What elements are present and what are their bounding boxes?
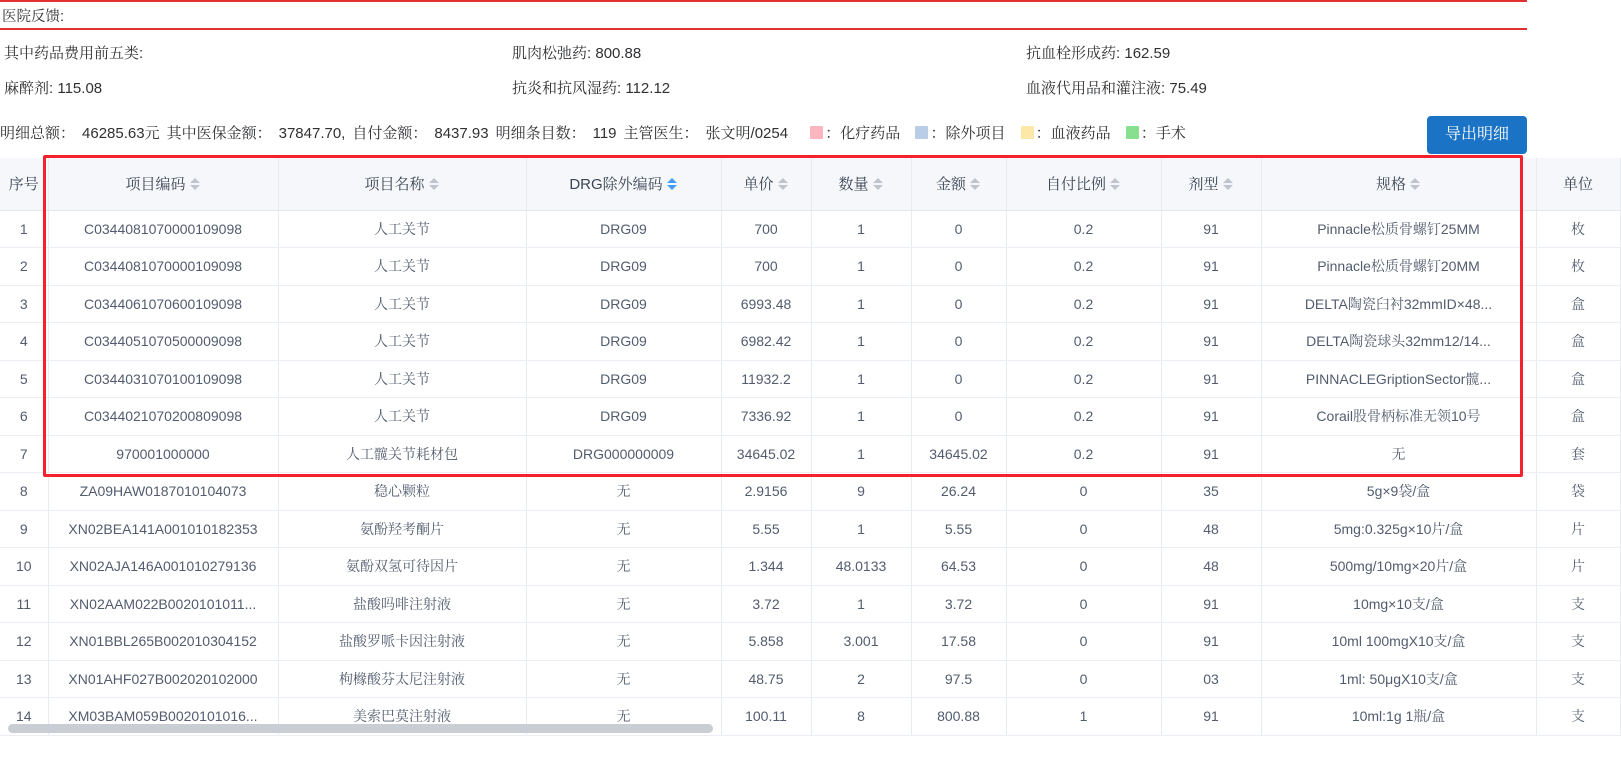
cell-qty: 1 xyxy=(811,360,911,398)
cell-idx: 3 xyxy=(0,285,48,323)
cell-dose: 03 xyxy=(1161,660,1261,698)
cell-ratio: 0 xyxy=(1006,548,1161,586)
summary-row-2 xyxy=(4,71,1523,106)
table-row[interactable] xyxy=(0,360,1620,398)
legend-exclude xyxy=(915,125,1005,142)
cell-ratio: 0.2 xyxy=(1006,398,1161,436)
summary-item-2-name: 抗血栓形成药 xyxy=(1026,45,1117,62)
surgery-color-swatch-icon xyxy=(1126,126,1139,139)
cell-dose: 91 xyxy=(1161,210,1261,248)
cell-drg: 无 xyxy=(526,623,721,661)
column-label-price: 单价 xyxy=(743,176,774,194)
cell-code: ZA09HAW0187010104073 xyxy=(48,473,278,511)
cell-idx: 10 xyxy=(0,548,48,586)
sort-icon-code[interactable] xyxy=(190,177,201,191)
column-label-name: 项目名称 xyxy=(364,176,425,194)
cell-spec: 10ml 100mgX10支/盒 xyxy=(1261,623,1536,661)
cell-drg: 无 xyxy=(526,585,721,623)
table-row[interactable] xyxy=(0,435,1620,473)
summary-item-5-value: 75.49 xyxy=(1169,80,1207,97)
cell-spec: 5mg:0.325g×10片/盒 xyxy=(1261,510,1536,548)
cell-amount: 800.88 xyxy=(911,698,1006,736)
cell-name: 美索巴莫注射液 xyxy=(278,698,526,736)
cell-drg: DRG09 xyxy=(526,210,721,248)
summary-item-1-value: 800.88 xyxy=(595,45,642,62)
summary-item-1-name: 肌肉松弛药 xyxy=(512,45,588,62)
cell-dose: 91 xyxy=(1161,623,1261,661)
insurance-label: 其中医保金额： xyxy=(166,125,272,142)
cell-spec: DELTA陶瓷球头32mm12/14... xyxy=(1261,323,1536,361)
cell-dose: 91 xyxy=(1161,323,1261,361)
cell-unit: 支 xyxy=(1536,698,1620,736)
cell-dose: 91 xyxy=(1161,698,1261,736)
legend-chemo-label: ：化疗药品 xyxy=(825,125,901,142)
summary-sep: : xyxy=(1116,45,1125,62)
sort-icon-name[interactable] xyxy=(429,177,440,191)
sort-icon-qty[interactable] xyxy=(873,177,884,191)
summary-item-3-value: 115.08 xyxy=(57,80,103,97)
cell-drg: DRG09 xyxy=(526,360,721,398)
cell-idx: 6 xyxy=(0,398,48,436)
cell-price: 1.344 xyxy=(721,548,811,586)
horizontal-scrollbar[interactable] xyxy=(0,724,1527,734)
summary-item-3-name: 麻醉剂 xyxy=(4,80,50,97)
table-header-row xyxy=(0,158,1620,210)
table-row[interactable] xyxy=(0,285,1620,323)
summary-sep: : xyxy=(617,80,626,97)
cell-spec: 5g×9袋/盒 xyxy=(1261,473,1536,511)
cell-name: 盐酸吗啡注射液 xyxy=(278,585,526,623)
cell-unit: 支 xyxy=(1536,623,1620,661)
cell-price: 3.72 xyxy=(721,585,811,623)
cell-ratio: 0.2 xyxy=(1006,435,1161,473)
cell-price: 6982.42 xyxy=(721,323,811,361)
sort-icon-dose[interactable] xyxy=(1223,177,1234,191)
column-header-unit xyxy=(1536,158,1620,210)
legend-surgery xyxy=(1126,125,1186,142)
cell-dose: 91 xyxy=(1161,435,1261,473)
table-row[interactable] xyxy=(0,398,1620,436)
cell-idx: 13 xyxy=(0,660,48,698)
cell-price: 34645.02 xyxy=(721,435,811,473)
legend-surgery-label: ：手术 xyxy=(1140,125,1186,142)
column-label-ratio: 自付比例 xyxy=(1045,176,1106,194)
cell-ratio: 0.2 xyxy=(1006,210,1161,248)
cell-ratio: 0.2 xyxy=(1006,323,1161,361)
cell-amount: 0 xyxy=(911,398,1006,436)
cell-price: 7336.92 xyxy=(721,398,811,436)
totals-row xyxy=(0,122,1527,150)
cell-drg: 无 xyxy=(526,473,721,511)
summary-item-3 xyxy=(4,77,102,98)
cell-ratio: 0.2 xyxy=(1006,248,1161,286)
column-header-price[interactable] xyxy=(721,158,811,210)
cell-drg: 无 xyxy=(526,510,721,548)
cell-amount: 0 xyxy=(911,248,1006,286)
summary-item-5 xyxy=(1026,77,1207,98)
cell-spec: Pinnacle松质骨螺钉20MM xyxy=(1261,248,1536,286)
cell-dose: 35 xyxy=(1161,473,1261,511)
detail-table xyxy=(0,158,1621,736)
cell-price: 100.11 xyxy=(721,698,811,736)
cell-unit: 片 xyxy=(1536,548,1620,586)
summary-item-5-name: 血液代用品和灌注液 xyxy=(1026,80,1162,97)
cell-price: 6993.48 xyxy=(721,285,811,323)
cell-ratio: 0 xyxy=(1006,510,1161,548)
column-header-qty[interactable] xyxy=(811,158,911,210)
table-row[interactable] xyxy=(0,248,1620,286)
cell-spec: 1ml: 50μgX10支/盒 xyxy=(1261,660,1536,698)
exclude-color-swatch-icon xyxy=(915,126,928,139)
column-label-dose: 剂型 xyxy=(1188,176,1219,194)
summary-item-1 xyxy=(512,42,641,63)
column-label-amount: 金额 xyxy=(935,176,966,194)
cell-idx: 5 xyxy=(0,360,48,398)
detail-total-value: 46285.63元 xyxy=(82,125,160,142)
cell-code: XN01AHF027B002020102000 xyxy=(48,660,278,698)
cell-unit: 片 xyxy=(1536,510,1620,548)
summary-item-2-value: 162.59 xyxy=(1124,45,1171,62)
cell-qty: 1 xyxy=(811,285,911,323)
cell-amount: 0 xyxy=(911,323,1006,361)
doctor-value: 张文明/0254 xyxy=(705,125,789,142)
cell-qty: 1 xyxy=(811,510,911,548)
cell-unit: 盒 xyxy=(1536,323,1620,361)
cell-qty: 1 xyxy=(811,435,911,473)
cell-spec: Corail股骨柄标准无领10号 xyxy=(1261,398,1536,436)
cell-code: XN01BBL265B002010304152 xyxy=(48,623,278,661)
cell-code: XN02BEA141A001010182353 xyxy=(48,510,278,548)
column-header-spec[interactable] xyxy=(1261,158,1536,210)
cell-name: 稳心颗粒 xyxy=(278,473,526,511)
cell-amount: 17.58 xyxy=(911,623,1006,661)
cell-idx: 8 xyxy=(0,473,48,511)
cell-drg: DRG09 xyxy=(526,398,721,436)
cell-drg: DRG09 xyxy=(526,285,721,323)
cell-idx: 1 xyxy=(0,210,48,248)
table-row[interactable] xyxy=(0,473,1620,511)
cell-idx: 2 xyxy=(0,248,48,286)
cell-name: 人工关节 xyxy=(278,248,526,286)
cell-price: 700 xyxy=(721,210,811,248)
cell-idx: 14 xyxy=(0,698,48,736)
table-row[interactable] xyxy=(0,660,1620,698)
top5-label: 其中药品费用前五类: xyxy=(4,45,144,62)
cell-code: C0344061070600109098 xyxy=(48,285,278,323)
cell-idx: 9 xyxy=(0,510,48,548)
cell-dose: 48 xyxy=(1161,510,1261,548)
cell-dose: 91 xyxy=(1161,398,1261,436)
column-header-idx xyxy=(0,158,48,210)
cell-unit: 盒 xyxy=(1536,360,1620,398)
table-row[interactable] xyxy=(0,323,1620,361)
cell-price: 700 xyxy=(721,248,811,286)
sort-icon-drg[interactable] xyxy=(667,177,678,191)
cell-unit: 支 xyxy=(1536,585,1620,623)
column-label-unit: 单位 xyxy=(1562,176,1593,194)
cell-qty: 48.0133 xyxy=(811,548,911,586)
cell-name: 人工关节 xyxy=(278,210,526,248)
cell-name: 氨酚羟考酮片 xyxy=(278,510,526,548)
cell-dose: 91 xyxy=(1161,585,1261,623)
cell-code: C0344081070000109098 xyxy=(48,210,278,248)
chemo-color-swatch-icon xyxy=(810,126,823,139)
detail-total-label: 明细总额： xyxy=(0,125,76,142)
cell-ratio: 0 xyxy=(1006,473,1161,511)
cell-ratio: 0.2 xyxy=(1006,360,1161,398)
summary-item-4-name: 抗炎和抗风湿药 xyxy=(512,80,618,97)
column-label-qty: 数量 xyxy=(838,176,869,194)
cell-idx: 12 xyxy=(0,623,48,661)
column-label-drg: DRG除外编码 xyxy=(569,176,663,194)
detail-count-value: 119 xyxy=(592,125,617,142)
cell-unit: 袋 xyxy=(1536,473,1620,511)
cell-amount: 97.5 xyxy=(911,660,1006,698)
cell-qty: 1 xyxy=(811,323,911,361)
cell-name: 人工关节 xyxy=(278,323,526,361)
cell-spec: 无 xyxy=(1261,435,1536,473)
cell-name: 人工髋关节耗材包 xyxy=(278,435,526,473)
column-label-code: 项目编码 xyxy=(125,176,186,194)
cell-idx: 7 xyxy=(0,435,48,473)
cell-amount: 64.53 xyxy=(911,548,1006,586)
cell-dose: 91 xyxy=(1161,248,1261,286)
drug-cost-summary xyxy=(0,36,1527,106)
cell-amount: 0 xyxy=(911,360,1006,398)
cell-unit: 盒 xyxy=(1536,285,1620,323)
column-header-ratio[interactable] xyxy=(1006,158,1161,210)
column-header-amount[interactable] xyxy=(911,158,1006,210)
hospital-feedback-label: 医院反馈: xyxy=(2,8,65,25)
cell-code: XN02AAM022B0020101011... xyxy=(48,585,278,623)
cell-qty: 3.001 xyxy=(811,623,911,661)
detail-count-label: 明细条目数： xyxy=(495,125,586,142)
legend-exclude-label: ：除外项目 xyxy=(930,125,1006,142)
cell-dose: 48 xyxy=(1161,548,1261,586)
cell-qty: 1 xyxy=(811,248,911,286)
cell-price: 2.9156 xyxy=(721,473,811,511)
cell-ratio: 0 xyxy=(1006,623,1161,661)
cell-ratio: 1 xyxy=(1006,698,1161,736)
cell-code: C0344081070000109098 xyxy=(48,248,278,286)
doctor-label: 主管医生： xyxy=(623,125,699,142)
self-pay-value: 8437.93 xyxy=(434,125,489,142)
cell-name: 枸橼酸芬太尼注射液 xyxy=(278,660,526,698)
insurance-value: 37847.70, xyxy=(278,125,346,142)
sort-icon-price[interactable] xyxy=(778,177,789,191)
summary-row-1 xyxy=(4,36,1523,71)
table-row[interactable] xyxy=(0,510,1620,548)
cell-idx: 4 xyxy=(0,323,48,361)
cell-ratio: 0 xyxy=(1006,585,1161,623)
column-label-spec: 规格 xyxy=(1375,176,1406,194)
cell-ratio: 0 xyxy=(1006,660,1161,698)
cell-drg: DRG09 xyxy=(526,323,721,361)
cell-spec: Pinnacle松质骨螺钉25MM xyxy=(1261,210,1536,248)
cell-name: 氨酚双氢可待因片 xyxy=(278,548,526,586)
cell-qty: 2 xyxy=(811,660,911,698)
cell-spec: 10ml:1g 1瓶/盒 xyxy=(1261,698,1536,736)
column-label-idx: 序号 xyxy=(8,176,39,194)
cell-drg: 无 xyxy=(526,698,721,736)
cell-code: 970001000000 xyxy=(48,435,278,473)
cell-qty: 9 xyxy=(811,473,911,511)
column-header-name[interactable] xyxy=(278,158,526,210)
self-pay-label: 自付金额： xyxy=(352,125,428,142)
cell-drg: 无 xyxy=(526,660,721,698)
blood-color-swatch-icon xyxy=(1021,126,1034,139)
summary-item-2 xyxy=(1026,42,1170,63)
table-row[interactable] xyxy=(0,210,1620,248)
cell-drg: 无 xyxy=(526,548,721,586)
cell-qty: 1 xyxy=(811,210,911,248)
cell-qty: 1 xyxy=(811,585,911,623)
cell-dose: 91 xyxy=(1161,285,1261,323)
detail-table-scroll-area[interactable] xyxy=(0,158,1593,730)
cell-name: 人工关节 xyxy=(278,398,526,436)
cell-name: 人工关节 xyxy=(278,360,526,398)
cell-code: C0344051070500009098 xyxy=(48,323,278,361)
table-row[interactable] xyxy=(0,585,1620,623)
cell-qty: 1 xyxy=(811,398,911,436)
cell-spec: 10mg×10支/盒 xyxy=(1261,585,1536,623)
column-header-code[interactable] xyxy=(48,158,278,210)
summary-sep: : xyxy=(1161,80,1170,97)
cell-amount: 34645.02 xyxy=(911,435,1006,473)
cell-price: 48.75 xyxy=(721,660,811,698)
table-body xyxy=(0,210,1620,735)
summary-item-4-value: 112.12 xyxy=(625,80,671,97)
column-header-dose[interactable] xyxy=(1161,158,1261,210)
table-row[interactable] xyxy=(0,623,1620,661)
cell-spec: 500mg/10mg×20片/盒 xyxy=(1261,548,1536,586)
cell-drg: DRG000000009 xyxy=(526,435,721,473)
cell-dose: 91 xyxy=(1161,360,1261,398)
cell-price: 11932.2 xyxy=(721,360,811,398)
export-detail-button[interactable]: 导出明细 xyxy=(1427,116,1527,154)
sort-icon-ratio[interactable] xyxy=(1110,177,1121,191)
cell-name: 人工关节 xyxy=(278,285,526,323)
cell-ratio: 0.2 xyxy=(1006,285,1161,323)
cell-spec: DELTA陶瓷臼衬32mmID×48... xyxy=(1261,285,1536,323)
cell-drg: DRG09 xyxy=(526,248,721,286)
sort-icon-amount[interactable] xyxy=(970,177,981,191)
summary-sep: : xyxy=(587,45,596,62)
legend-blood-label: ：血液药品 xyxy=(1035,125,1111,142)
cell-unit: 枚 xyxy=(1536,248,1620,286)
cell-name: 盐酸罗哌卡因注射液 xyxy=(278,623,526,661)
cell-unit: 盒 xyxy=(1536,398,1620,436)
cell-qty: 8 xyxy=(811,698,911,736)
cell-amount: 3.72 xyxy=(911,585,1006,623)
cell-code: XN02AJA146A001010279136 xyxy=(48,548,278,586)
cell-idx: 11 xyxy=(0,585,48,623)
summary-item-4 xyxy=(512,77,670,98)
cell-amount: 0 xyxy=(911,210,1006,248)
table-row[interactable] xyxy=(0,548,1620,586)
cell-unit: 套 xyxy=(1536,435,1620,473)
cell-spec: PINNACLEGriptionSector髋... xyxy=(1261,360,1536,398)
cell-price: 5.858 xyxy=(721,623,811,661)
cell-amount: 0 xyxy=(911,285,1006,323)
cell-code: XM03BAM059B0020101016... xyxy=(48,698,278,736)
sort-icon-spec[interactable] xyxy=(1410,177,1421,191)
column-header-drg[interactable] xyxy=(526,158,721,210)
legend-blood xyxy=(1021,125,1111,142)
cell-amount: 5.55 xyxy=(911,510,1006,548)
cell-code: C0344031070100109098 xyxy=(48,360,278,398)
hospital-feedback-bar xyxy=(0,0,1527,30)
cell-unit: 支 xyxy=(1536,660,1620,698)
summary-sep: : xyxy=(49,80,58,97)
legend-chemo xyxy=(810,125,900,142)
cell-code: C0344021070200809098 xyxy=(48,398,278,436)
cell-amount: 26.24 xyxy=(911,473,1006,511)
cell-unit: 枚 xyxy=(1536,210,1620,248)
cell-price: 5.55 xyxy=(721,510,811,548)
horizontal-scrollbar-thumb[interactable] xyxy=(8,724,713,733)
